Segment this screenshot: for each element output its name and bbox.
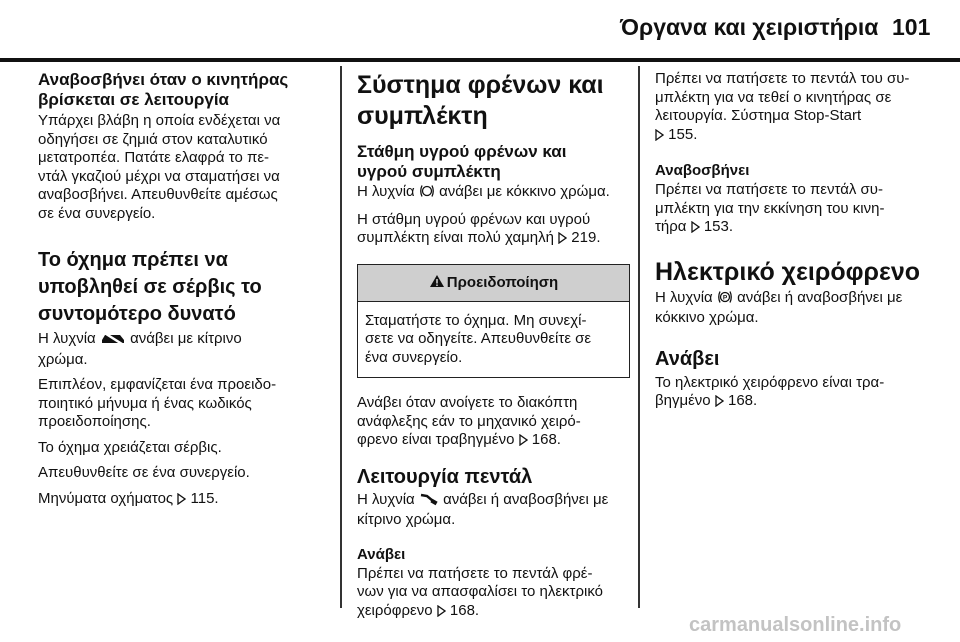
brake-circle-icon [419, 184, 435, 204]
triangle-arrow-icon [558, 231, 567, 250]
heading-service-required: Το όχημα πρέπει να υποβληθεί σε σέρβις το συντομότερο δυνατό [38, 249, 262, 325]
paragraph-warning-message: Επιπλέον, εμφανίζεται ένα προειδο- ποιητικό μήνυμα ή ένας κωδικός προειδοποίησης. [38, 376, 277, 430]
header-rule [0, 58, 960, 62]
warning-body: Σταματήστε το όχημα. Μη συνεχί- σετε να οδηγείτε. Απευθυνθείτε σε ένα συνεργείο. [365, 311, 592, 366]
paragraph-epb-lamp: Η λυχνία P ανάβει ή αναβοσβήνει με κόκκινο χρώμα. [655, 288, 903, 326]
triangle-arrow-icon [715, 394, 724, 413]
paragraph-pedal-lamp: Η λυχνία ανάβει ή αναβοσβήνει με κίτρινο χρώμα. [357, 490, 609, 528]
heading-pedal-operation: Λειτουργία πεντάλ [357, 465, 533, 488]
heading-flashing: Αναβοσβήνει [655, 162, 750, 179]
paragraph-brake-lamp: Η λυχνία ανάβει με κόκκινο χρώμα. [357, 183, 630, 204]
column-divider [638, 66, 640, 608]
heading-electric-parking-brake: Ηλεκτρικό χειρόφρενο [655, 257, 920, 286]
warning-header [358, 265, 629, 302]
paragraph-epb-applied: Το ηλεκτρικό χειρόφρενο είναι τρα- βηγμένο 168. [655, 374, 945, 413]
car-wrench-icon [100, 331, 126, 351]
paragraph-contact-workshop: Απευθυνθείτε σε ένα συνεργείο. [38, 464, 250, 481]
column-2 [357, 70, 630, 622]
paragraph-press-brake: Πρέπει να πατήσετε το πεντάλ φρέ- νων για να απασφαλίσει το ηλεκτρικό χειρόφρενο 168. [357, 565, 630, 623]
watermark: carmanualsonline.info [689, 614, 902, 636]
svg-text:P: P [722, 294, 728, 301]
heading-engine-running: Αναβοσβήνει όταν ο κινητήρας βρίσκεται σε λειτουργία [38, 70, 289, 109]
column-divider [340, 66, 342, 608]
triangle-arrow-icon [177, 492, 186, 511]
paragraph-needs-service: Το όχημα χρειάζεται σέρβις. [38, 438, 222, 456]
paragraph-ignition-handbrake: Ανάβει όταν ανοίγετε το διακόπτη ανάφλεξης εάν το μηχανικό χειρό- φρενο είναι τραβηγμένο 168. [357, 394, 630, 452]
warning-title: Προειδοποίηση [446, 274, 559, 291]
triangle-arrow-icon [655, 128, 664, 147]
column-1 [38, 70, 320, 510]
page-number: 101 [892, 14, 931, 40]
paragraph-service-lamp: Η λυχνία ανάβει με κίτρινο χρώμα. [38, 330, 242, 368]
warning-box [357, 264, 630, 379]
triangle-arrow-icon [691, 220, 700, 239]
triangle-arrow-icon [519, 433, 528, 452]
heading-lit-epb: Ανάβει [655, 347, 720, 370]
paragraph-clutch-start: Πρέπει να πατήσετε το πεντάλ του συ- μπλέκτη για να τεθεί ο κινητήρας σε λειτουργία. Σύστημα Stop-Start 155. [655, 70, 945, 146]
page-header-title: Όργανα και χειριστήρια [620, 14, 879, 40]
electric-parking-brake-icon [717, 290, 733, 310]
warning-triangle-icon [429, 274, 445, 292]
triangle-arrow-icon [437, 604, 446, 623]
heading-brake-clutch-system: Σύστημα φρένων και συμπλέκτη [357, 71, 604, 130]
paragraph-vehicle-messages: Μηνύματα οχήματος 115. [38, 490, 320, 511]
column-3 [655, 70, 945, 413]
heading-fluid-level: Στάθμη υγρού φρένων και υγρού συμπλέκτη [357, 142, 567, 181]
paragraph-clutch-engine-start: Πρέπει να πατήσετε το πεντάλ συ- μπλέκτη για την εκκίνηση του κινη- τήρα 153. [655, 181, 945, 239]
paragraph-catalyst: Υπάρχει βλάβη η οποία ενδέχεται να οδηγήσει σε ζημιά στον καταλυτικό μετατροπέα. Πατάτε ελαφρά το πε- ντάλ γκαζιού μέχρι να σταματήσει να αναβοσβήνει. Απευθυνθείτε αμέσως σε ένα συνεργείο. [38, 112, 281, 222]
pedal-icon [419, 492, 439, 512]
heading-lit: Ανάβει [357, 545, 406, 563]
paragraph-fluid-low: Η στάθμη υγρού φρένων και υγρού συμπλέκτη είναι πολύ χαμηλή 219. [357, 211, 630, 250]
